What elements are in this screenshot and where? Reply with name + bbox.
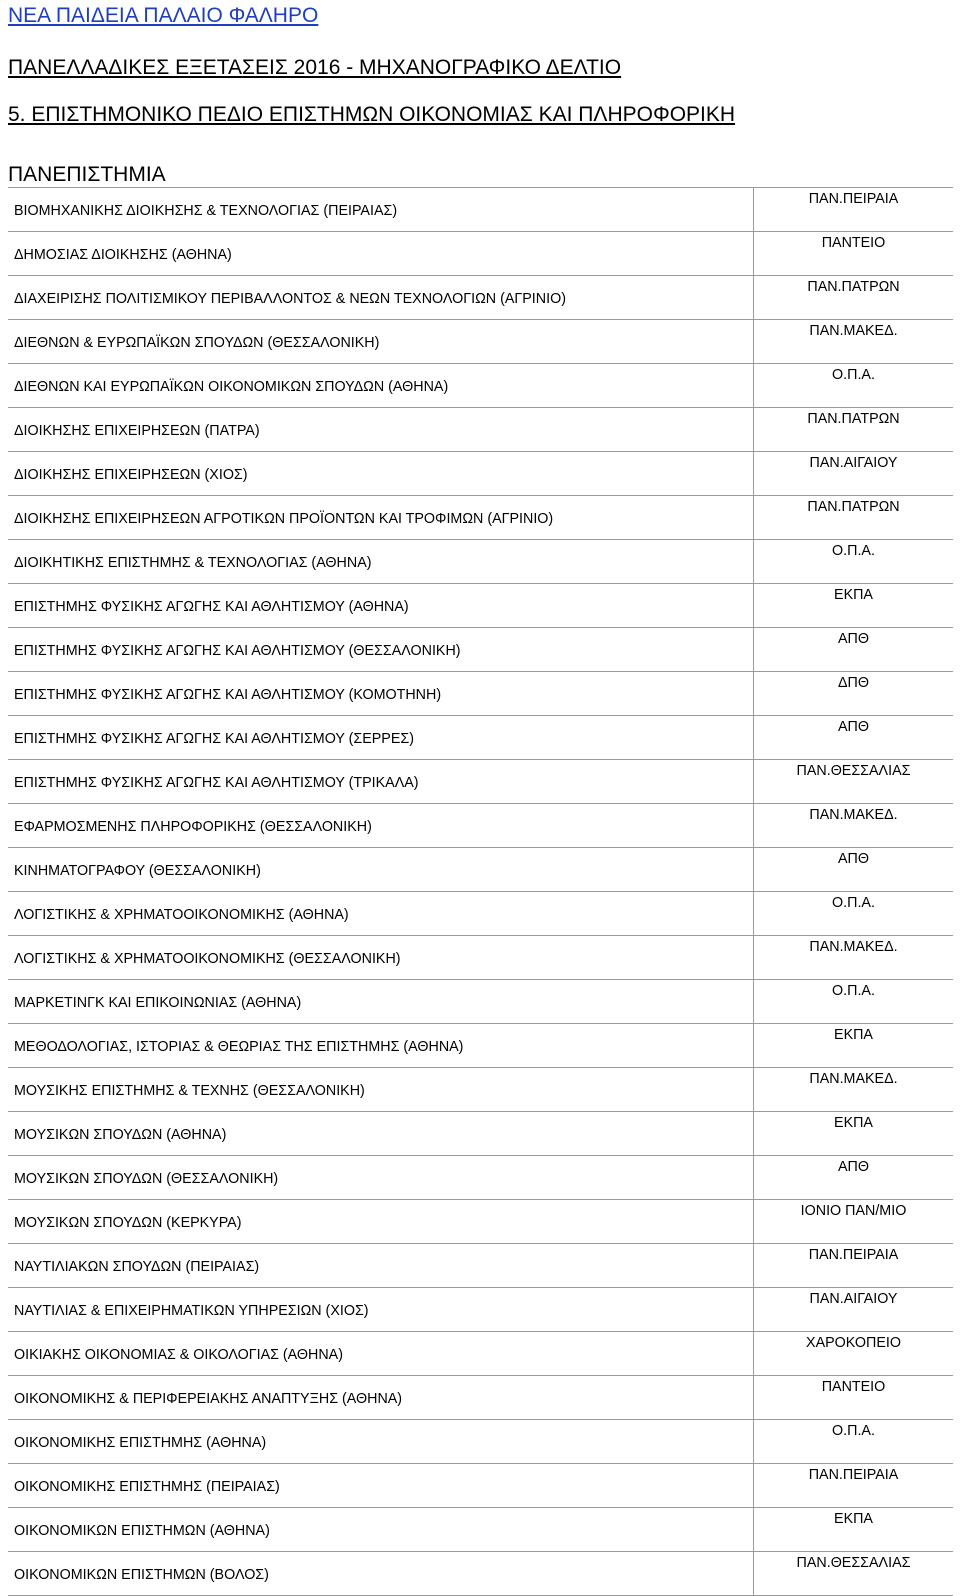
table-row [8, 892, 953, 936]
department-name: ΒΙΟΜΗΧΑΝΙΚΗΣ ΔΙΟΙΚΗΣΗΣ & ΤΕΧΝΟΛΟΓΙΑΣ (ΠΕΙΡΑΙΑΣ) [8, 188, 754, 232]
department-name: ΛΟΓΙΣΤΙΚΗΣ & ΧΡΗΜΑΤΟΟΙΚΟΝΟΜΙΚΗΣ (ΑΘΗΝΑ) [8, 892, 754, 936]
university-name: ΑΠΘ [754, 716, 954, 760]
table-row [8, 232, 953, 276]
table-row [8, 672, 953, 716]
table-row [8, 1244, 953, 1288]
department-name: ΔΗΜΟΣΙΑΣ ΔΙΟΙΚΗΣΗΣ (ΑΘΗΝΑ) [8, 232, 754, 276]
university-name: Ο.Π.Α. [754, 364, 954, 408]
table-row [8, 1156, 953, 1200]
department-name: ΔΙΟΙΚΗΣΗΣ ΕΠΙΧΕΙΡΗΣΕΩΝ (ΠΑΤΡΑ) [8, 408, 754, 452]
department-name: ΟΙΚΟΝΟΜΙΚΗΣ & ΠΕΡΙΦΕΡΕΙΑΚΗΣ ΑΝΑΠΤΥΞΗΣ (ΑΘΗΝΑ) [8, 1376, 754, 1420]
department-name: ΜΟΥΣΙΚΩΝ ΣΠΟΥΔΩΝ (ΘΕΣΣΑΛΟΝΙΚΗ) [8, 1156, 754, 1200]
table-row [8, 628, 953, 672]
university-name: ΕΚΠΑ [754, 584, 954, 628]
table-row [8, 540, 953, 584]
university-name: ΠΑΝ.ΜΑΚΕΔ. [754, 1068, 954, 1112]
university-name: ΠΑΝ.ΜΑΚΕΔ. [754, 804, 954, 848]
university-name: ΧΑΡΟΚΟΠΕΙΟ [754, 1332, 954, 1376]
department-name: ΜΕΘΟΔΟΛΟΓΙΑΣ, ΙΣΤΟΡΙΑΣ & ΘΕΩΡΙΑΣ ΤΗΣ ΕΠΙΣΤΗΜΗΣ (ΑΘΗΝΑ) [8, 1024, 754, 1068]
university-name: ΑΠΘ [754, 628, 954, 672]
university-name: ΠΑΝ.ΑΙΓΑΙΟΥ [754, 1288, 954, 1332]
department-name: ΔΙΕΘΝΩΝ ΚΑΙ ΕΥΡΩΠΑΪΚΩΝ ΟΙΚΟΝΟΜΙΚΩΝ ΣΠΟΥΔΩΝ (ΑΘΗΝΑ) [8, 364, 754, 408]
table-row [8, 320, 953, 364]
department-name: ΕΠΙΣΤΗΜΗΣ ΦΥΣΙΚΗΣ ΑΓΩΓΗΣ ΚΑΙ ΑΘΛΗΤΙΣΜΟΥ (ΚΟΜΟΤΗΝΗ) [8, 672, 754, 716]
table-row [8, 1464, 953, 1508]
university-name: ΑΠΘ [754, 1156, 954, 1200]
university-name: Ο.Π.Α. [754, 892, 954, 936]
department-name: ΜΟΥΣΙΚΗΣ ΕΠΙΣΤΗΜΗΣ & ΤΕΧΝΗΣ (ΘΕΣΣΑΛΟΝΙΚΗ) [8, 1068, 754, 1112]
university-name: ΠΑΝ.ΠΕΙΡΑΙΑ [754, 188, 954, 232]
table-row [8, 1332, 953, 1376]
section-heading: ΠΑΝΕΠΙΣΤΗΜΙΑ [8, 163, 166, 186]
table-row [8, 848, 953, 892]
department-name: ΕΠΙΣΤΗΜΗΣ ΦΥΣΙΚΗΣ ΑΓΩΓΗΣ ΚΑΙ ΑΘΛΗΤΙΣΜΟΥ (ΤΡΙΚΑΛΑ) [8, 760, 754, 804]
university-name: ΠΑΝΤΕΙΟ [754, 232, 954, 276]
department-name: ΔΙΕΘΝΩΝ & ΕΥΡΩΠΑΪΚΩΝ ΣΠΟΥΔΩΝ (ΘΕΣΣΑΛΟΝΙΚΗ) [8, 320, 754, 364]
department-name: ΜΟΥΣΙΚΩΝ ΣΠΟΥΔΩΝ (ΚΕΡΚΥΡΑ) [8, 1200, 754, 1244]
department-name: ΜΟΥΣΙΚΩΝ ΣΠΟΥΔΩΝ (ΑΘΗΝΑ) [8, 1112, 754, 1156]
table-row [8, 804, 953, 848]
table-row [8, 1024, 953, 1068]
department-name: ΕΠΙΣΤΗΜΗΣ ΦΥΣΙΚΗΣ ΑΓΩΓΗΣ ΚΑΙ ΑΘΛΗΤΙΣΜΟΥ (ΑΘΗΝΑ) [8, 584, 754, 628]
exam-title: ΠΑΝΕΛΛΑΔΙΚΕΣ ΕΞΕΤΑΣΕΙΣ 2016 - ΜΗΧΑΝΟΓΡΑΦΙΚΟ ΔΕΛΤΙΟ [8, 56, 622, 79]
school-title: ΝΕΑ ΠΑΙΔΕΙΑ ΠΑΛΑΙΟ ΦΑΛΗΡΟ [8, 4, 319, 27]
department-name: ΛΟΓΙΣΤΙΚΗΣ & ΧΡΗΜΑΤΟΟΙΚΟΝΟΜΙΚΗΣ (ΘΕΣΣΑΛΟΝΙΚΗ) [8, 936, 754, 980]
university-name: ΠΑΝ.ΠΕΙΡΑΙΑ [754, 1464, 954, 1508]
department-name: ΟΙΚΙΑΚΗΣ ΟΙΚΟΝΟΜΙΑΣ & ΟΙΚΟΛΟΓΙΑΣ (ΑΘΗΝΑ) [8, 1332, 754, 1376]
table-row [8, 188, 953, 232]
university-name: ΠΑΝ.ΠΑΤΡΩΝ [754, 496, 954, 540]
department-name: ΔΙΟΙΚΗΣΗΣ ΕΠΙΧΕΙΡΗΣΕΩΝ (ΧΙΟΣ) [8, 452, 754, 496]
university-name: ΙΟΝΙΟ ΠΑΝ/ΜΙΟ [754, 1200, 954, 1244]
university-name: ΠΑΝ.ΜΑΚΕΔ. [754, 936, 954, 980]
department-name: ΜΑΡΚΕΤΙΝΓΚ ΚΑΙ ΕΠΙΚΟΙΝΩΝΙΑΣ (ΑΘΗΝΑ) [8, 980, 754, 1024]
university-name: ΕΚΠΑ [754, 1508, 954, 1552]
university-name: ΠΑΝΤΕΙΟ [754, 1376, 954, 1420]
table-row [8, 1288, 953, 1332]
department-name: ΕΦΑΡΜΟΣΜΕΝΗΣ ΠΛΗΡΟΦΟΡΙΚΗΣ (ΘΕΣΣΑΛΟΝΙΚΗ) [8, 804, 754, 848]
table-row [8, 936, 953, 980]
department-name: ΔΙΟΙΚΗΤΙΚΗΣ ΕΠΙΣΤΗΜΗΣ & ΤΕΧΝΟΛΟΓΙΑΣ (ΑΘΗΝΑ) [8, 540, 754, 584]
table-row [8, 1200, 953, 1244]
department-name: ΚΙΝΗΜΑΤΟΓΡΑΦΟΥ (ΘΕΣΣΑΛΟΝΙΚΗ) [8, 848, 754, 892]
table-row [8, 1068, 953, 1112]
department-name: ΔΙΑΧΕΙΡΙΣΗΣ ΠΟΛΙΤΙΣΜΙΚΟΥ ΠΕΡΙΒΑΛΛΟΝΤΟΣ & ΝΕΩΝ ΤΕΧΝΟΛΟΓΙΩΝ (ΑΓΡΙΝΙΟ) [8, 276, 754, 320]
department-name: ΕΠΙΣΤΗΜΗΣ ΦΥΣΙΚΗΣ ΑΓΩΓΗΣ ΚΑΙ ΑΘΛΗΤΙΣΜΟΥ (ΣΕΡΡΕΣ) [8, 716, 754, 760]
department-name: ΝΑΥΤΙΛΙΑΚΩΝ ΣΠΟΥΔΩΝ (ΠΕΙΡΑΙΑΣ) [8, 1244, 754, 1288]
departments-table [8, 187, 953, 1596]
department-name: ΟΙΚΟΝΟΜΙΚΩΝ ΕΠΙΣΤΗΜΩΝ (ΑΘΗΝΑ) [8, 1508, 754, 1552]
university-name: ΔΠΘ [754, 672, 954, 716]
department-name: ΟΙΚΟΝΟΜΙΚΗΣ ΕΠΙΣΤΗΜΗΣ (ΠΕΙΡΑΙΑΣ) [8, 1464, 754, 1508]
department-name: ΟΙΚΟΝΟΜΙΚΩΝ ΕΠΙΣΤΗΜΩΝ (ΒΟΛΟΣ) [8, 1552, 754, 1596]
table-row [8, 1508, 953, 1552]
table-row [8, 760, 953, 804]
field-title: 5. ΕΠΙΣΤΗΜΟΝΙΚΟ ΠΕΔΙΟ ΕΠΙΣΤΗΜΩΝ ΟΙΚΟΝΟΜΙΑΣ ΚΑΙ ΠΛΗΡΟΦΟΡΙΚΗ [8, 103, 736, 126]
university-name: ΕΚΠΑ [754, 1024, 954, 1068]
department-name: ΟΙΚΟΝΟΜΙΚΗΣ ΕΠΙΣΤΗΜΗΣ (ΑΘΗΝΑ) [8, 1420, 754, 1464]
table-row [8, 716, 953, 760]
table-row [8, 408, 953, 452]
university-name: ΠΑΝ.ΠΕΙΡΑΙΑ [754, 1244, 954, 1288]
university-name: Ο.Π.Α. [754, 980, 954, 1024]
university-name: Ο.Π.Α. [754, 540, 954, 584]
university-name: ΕΚΠΑ [754, 1112, 954, 1156]
university-name: ΠΑΝ.ΑΙΓΑΙΟΥ [754, 452, 954, 496]
university-name: ΠΑΝ.ΘΕΣΣΑΛΙΑΣ [754, 1552, 954, 1596]
table-row [8, 452, 953, 496]
table-row [8, 1376, 953, 1420]
table-row [8, 1112, 953, 1156]
university-name: ΠΑΝ.ΘΕΣΣΑΛΙΑΣ [754, 760, 954, 804]
university-name: Ο.Π.Α. [754, 1420, 954, 1464]
university-name: ΑΠΘ [754, 848, 954, 892]
table-row [8, 1420, 953, 1464]
university-name: ΠΑΝ.ΜΑΚΕΔ. [754, 320, 954, 364]
university-name: ΠΑΝ.ΠΑΤΡΩΝ [754, 408, 954, 452]
table-row [8, 584, 953, 628]
departments-table-body [8, 188, 953, 1596]
table-row [8, 1552, 953, 1596]
department-name: ΔΙΟΙΚΗΣΗΣ ΕΠΙΧΕΙΡΗΣΕΩΝ ΑΓΡΟΤΙΚΩΝ ΠΡΟΪΟΝΤΩΝ ΚΑΙ ΤΡΟΦΙΜΩΝ (ΑΓΡΙΝΙΟ) [8, 496, 754, 540]
department-name: ΝΑΥΤΙΛΙΑΣ & ΕΠΙΧΕΙΡΗΜΑΤΙΚΩΝ ΥΠΗΡΕΣΙΩΝ (ΧΙΟΣ) [8, 1288, 754, 1332]
department-name: ΕΠΙΣΤΗΜΗΣ ΦΥΣΙΚΗΣ ΑΓΩΓΗΣ ΚΑΙ ΑΘΛΗΤΙΣΜΟΥ (ΘΕΣΣΑΛΟΝΙΚΗ) [8, 628, 754, 672]
table-row [8, 276, 953, 320]
university-name: ΠΑΝ.ΠΑΤΡΩΝ [754, 276, 954, 320]
table-row [8, 496, 953, 540]
table-row [8, 980, 953, 1024]
table-row [8, 364, 953, 408]
